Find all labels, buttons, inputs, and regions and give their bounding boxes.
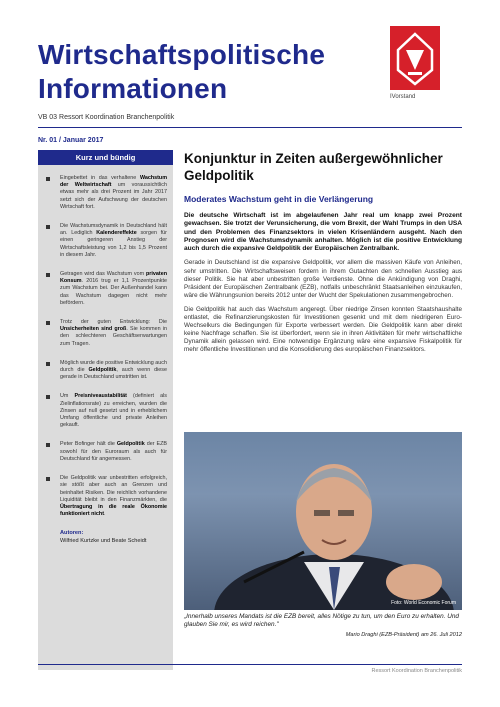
summary-item: Die Wachstumsdynamik in Deutschland hält an. Lediglich Kalendereffekte sorgen für einen geringeren Anstieg der Wirtschaftsleistung von 1,2 bis 1,5 Prozent in diesem Jahr. xyxy=(44,223,167,259)
authors-names: Wilfried Kurtzke und Beate Scheidt xyxy=(60,537,147,544)
summary-item: Möglich wurde die positive Entwicklung auch durch die Geldpolitik, auch wenn diese gerade in Deutschland umstritten ist. xyxy=(44,360,167,382)
summary-item: Um Preisniveaustabilität (definiert als Zielinflationsrate) zu erreichen, wurden die Zinsen auf null gesetzt und in erheblichem Umfang öffentliche und private Anleihen gekauft. xyxy=(44,393,167,429)
article-headline: Konjunktur in Zeiten außergewöhnlicher Geldpolitik xyxy=(184,151,443,183)
authors-block xyxy=(38,530,173,545)
summary-item: Die Geldpolitik war unbestritten erfolgreich, sie stößt aber auch an Grenzen und beinhaltet Risiken. Die reichlich vorhandene Liquidität bleibt in den Finanzmärkten, die Übertragung in die reale Ökonomie funktioniert nicht. xyxy=(44,475,167,518)
photo-credit: Foto: World Economic Forum xyxy=(391,600,456,606)
publication-title xyxy=(38,38,378,106)
logo-label: IVorstand xyxy=(390,94,416,100)
article-column xyxy=(184,150,462,355)
pull-quote: „Innerhalb unseres Mandats ist die EZB bereit, alles Nötige zu tun, um den Euro zu erhalten. Und glauben Sie mir, es wird reichen." xyxy=(184,613,459,628)
sidebar-heading: Kurz und bündig xyxy=(38,150,173,165)
ig-metall-logo xyxy=(390,26,440,90)
article-lead: Die deutsche Wirtschaft ist im abgelaufenen Jahr real um knapp zwei Prozent gewachsen. Sie trotzt der Verunsicherung, die vom Brexit, der Wahl Trumps in den USA und den Problemen des Finanzsektors in vielen Krisenländern ausgeht. Nach den Prognosen wird die Wachstumsdynamik anhalten. Möglich ist die positive Entwicklung auch durch die expansive Geldpolitik der Europäischen Zentralbank. xyxy=(184,212,462,253)
authors-label: Autoren: xyxy=(60,530,84,537)
article-paragraph: Die Geldpolitik hat auch das Wachstum angeregt. Über niedrige Zinsen konnten Staatshaushalte entlastet, die Refinanzierungskosten für Investitionen gesenkt und mit dem niedrigeren Euro-Wechselkurs die Bedingungen für Exporte verbessert werden. Die Geldpolitik kann aber direkt keine Nachfrage schaffen. Sie ist überfordert, wenn sie in ihren Aktivitäten für mehr wirtschaftliche Dynamik allein gelassen wird. Eine notwendige Ergänzung wäre eine expansive Fiskalpolitik für mehr öffentliche Investitionen und die Konsolidierung des europäischen Finanzsektors. xyxy=(184,305,462,354)
footer-text: Ressort Koordination Branchenpolitik xyxy=(371,668,462,674)
summary-list xyxy=(38,165,173,518)
summary-item: Peter Bofinger hält die Geldpolitik der EZB sowohl für den Euroraum als auch für Deutschland für angemessen. xyxy=(44,441,167,463)
summary-item: Trotz der guten Entwicklung: Die Unsicherheiten sind groß. Sie kommen in den schlechteren Geschäftserwartungen zum Tragen. xyxy=(44,319,167,348)
title-line-1: Wirtschaftspolitische xyxy=(38,39,326,70)
portrait-illustration xyxy=(184,432,462,610)
issue-number: Nr. 01 / Januar 2017 xyxy=(38,137,104,144)
department-line: VB 03 Ressort Koordination Branchenpolitik xyxy=(38,114,175,121)
portrait-photo xyxy=(184,432,462,610)
summary-item: Eingebettet in das verhaltene Wachstum der Weltwirtschaft um voraussichtlich etwas mehr als drei Prozent im Jahr 2017 setzt sich der Aufschwung der deutschen Wirtschaft fort. xyxy=(44,175,167,211)
footer-divider xyxy=(38,664,462,665)
article-paragraph: Gerade in Deutschland ist die expansive Geldpolitik, vor allem die massiven Käufe von Anleihen, sehr umstritten. Die Wirtschaftsweisen fordern in ihrem Gutachten den schnellen Ausstieg aus dieser Politik. Sie hat aber unbestritten große Verdienste. Ohne die Ankündigung von Draghi, Präsident der Europäischen Zentralbank (EZB), notfalls unbeschränkt Staatsanleihen einzukaufen, wäre die Währungsunion bereits 2012 unter der Wucht der Spekulationen zusammengebrochen. xyxy=(184,259,462,299)
title-line-2: Informationen xyxy=(38,73,228,104)
quote-source: Mario Draghi (EZB-Präsident) am 26. Juli 2012 xyxy=(345,632,462,638)
article-subhead: Moderates Wachstum geht in die Verlängerung xyxy=(184,194,374,204)
summary-sidebar xyxy=(38,150,173,670)
header-divider xyxy=(38,127,462,128)
summary-item: Getragen wird das Wachstum vom privaten Konsum. 2016 trug er 1,1 Prozentpunkte zum Wachstum bei. Der Außenhandel kann das Wachstum dagegen nicht mehr befördern. xyxy=(44,271,167,307)
